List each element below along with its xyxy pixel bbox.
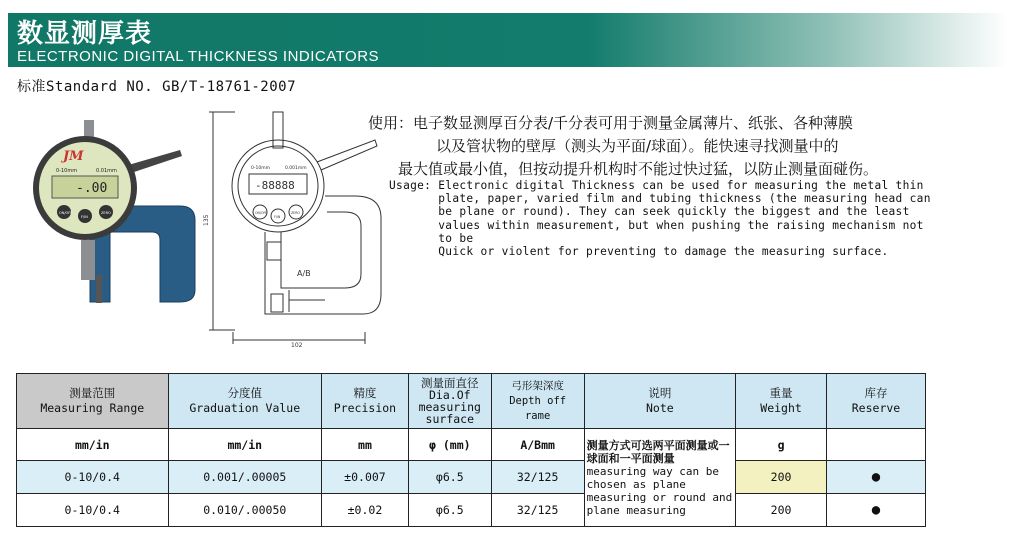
cell-precision: ±0.007 <box>322 461 409 494</box>
drawing-zero-label: ZERO <box>291 211 300 215</box>
drawing-display: -88888 <box>255 179 295 192</box>
usage-text-zh <box>360 112 990 181</box>
header-weight: 重量 Weight <box>736 374 827 429</box>
cell-range: 0-10/0.4 <box>17 461 169 494</box>
cell-weight: 200 <box>736 494 827 527</box>
cell-range: 0-10/0.4 <box>17 494 169 527</box>
cell-depth: 32/125 <box>491 461 584 494</box>
header-reserve: 库存 Reserve <box>826 374 925 429</box>
spec-table <box>16 373 926 527</box>
unit-depth: A/Bmm <box>491 429 584 461</box>
header-dia-surface: 测量面直径 Dia.Of measuring surface <box>408 374 491 429</box>
drawing-res-label: 0.001mm <box>285 166 307 171</box>
drawing-onoff-label: ON/OFF <box>255 211 268 215</box>
standard-number: 标准Standard NO. GB/T-18761-2007 <box>17 79 297 95</box>
header-depth-frame: 弓形架深度 Depth off rame <box>491 374 584 429</box>
cell-reserve-dot: ● <box>826 461 925 494</box>
cell-graduation: 0.010/.00050 <box>168 494 322 527</box>
table-row <box>17 461 926 494</box>
cell-dia: φ6.5 <box>408 461 491 494</box>
header-precision: 精度 Precision <box>322 374 409 429</box>
note-zh: 测量方式可选两平面测量或一球面和一平面测量 <box>586 438 730 465</box>
usage-zh-line2: 以及管状物的壁厚（测头为平面/球面）。能快速寻找测量中的 <box>436 137 839 155</box>
header-measuring-range: 测量范围 Measuring Range <box>17 374 169 429</box>
usage-zh-line3: 最大值或最小值，但按动提升机构时不能过快过猛，以防止测量面碰伤。 <box>398 160 879 178</box>
drawing-fin-label: F/IN <box>274 215 281 219</box>
cell-weight: 200 <box>736 461 827 494</box>
photo-brand-text: JM <box>63 149 84 164</box>
photo-range-text: 0-10mm <box>56 168 78 174</box>
photo-fin-label: F/IN <box>81 215 88 219</box>
usage-text-en: Usage: Electronic digital Thickness can be used for measuring the metal thin plate, paper, varied film and tubing thickness (the measuring head can be plane or round). They can seek quickly the biggest and the least values within measurement, but when pushing the raising mechanism not to be Quick or violent for preventing to damage the measuring surface. <box>389 179 931 259</box>
unit-range: mm/in <box>17 429 169 461</box>
drawing-ab-label: A/B <box>297 269 311 278</box>
cell-dia: φ6.5 <box>408 494 491 527</box>
photo-zero-label: ZERO <box>101 211 111 215</box>
cell-graduation: 0.001/.00005 <box>168 461 322 494</box>
drawing-width-dimension: 102 <box>291 342 303 349</box>
unit-weight: g <box>736 429 827 461</box>
unit-reserve <box>826 429 925 461</box>
table-header-row <box>17 374 926 429</box>
photo-display-text: -.00 <box>76 181 108 196</box>
drawing-height-dimension: 135 <box>203 214 210 226</box>
cell-precision: ±0.02 <box>322 494 409 527</box>
product-photo <box>30 120 200 310</box>
cell-reserve-dot: ● <box>826 494 925 527</box>
header-note: 说明 Note <box>584 374 736 429</box>
table-row <box>17 494 926 527</box>
page-title-zh: 数显测厚表 <box>17 19 153 49</box>
photo-onoff-label: ON/OFF <box>59 211 73 215</box>
table-units-row <box>17 429 926 461</box>
photo-res-text: 0.01mm <box>96 168 117 174</box>
note-cell <box>584 429 736 527</box>
cell-depth: 32/125 <box>491 494 584 527</box>
note-en: measuring way can be chosen as plane measuring or round and plane measuring <box>586 464 733 517</box>
usage-zh-line1: 使用：电子数显测厚百分表/千分表可用于测量金属薄片、纸张、各种薄膜 <box>368 114 854 132</box>
unit-graduation: mm/in <box>168 429 322 461</box>
page-title-en: ELECTRONIC DIGITAL THICKNESS INDICATORS <box>17 48 380 65</box>
unit-dia: φ (mm) <box>408 429 491 461</box>
drawing-range-label: 0-10mm <box>251 166 270 171</box>
unit-precision: mm <box>322 429 409 461</box>
header-graduation-value: 分度值 Graduation Value <box>168 374 322 429</box>
